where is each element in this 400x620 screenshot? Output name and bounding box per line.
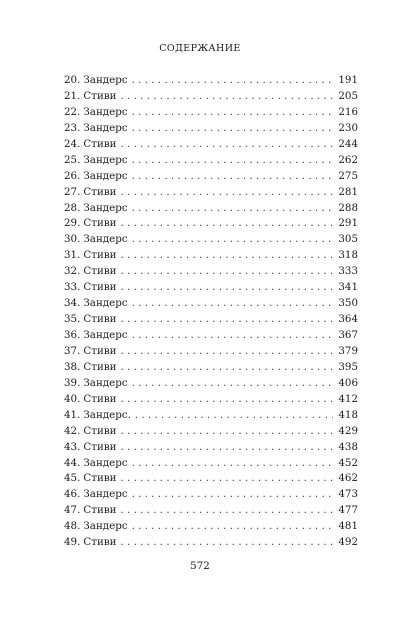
chapter-number: 34.	[64, 297, 81, 310]
dot-leader	[121, 535, 334, 551]
chapter-title: Стиви	[83, 217, 117, 230]
chapter-title: Зандерс	[83, 488, 128, 501]
chapter-title: Стиви	[83, 504, 117, 517]
toc-entry	[64, 73, 358, 89]
chapter-page-number: 191	[338, 74, 358, 86]
chapter-page-number: 305	[338, 233, 358, 246]
chapter-number: 35.	[64, 313, 81, 326]
chapter-title: Зандерс	[83, 456, 128, 469]
chapter-title: Зандерс	[83, 169, 128, 182]
toc-entry	[64, 89, 358, 105]
running-header: СОДЕРЖАНИЕ	[159, 43, 241, 54]
chapter-title: Стиви	[83, 265, 117, 278]
chapter-page-number: 438	[338, 440, 358, 453]
dot-leader	[132, 487, 334, 503]
dot-leader	[132, 121, 334, 137]
dot-leader	[132, 376, 334, 392]
toc-entry	[64, 424, 358, 440]
chapter-number: 43.	[64, 440, 81, 453]
toc-entry	[64, 360, 358, 376]
chapter-page-number: 473	[338, 488, 358, 501]
chapter-title: Зандерс	[83, 121, 128, 134]
chapter-number: 29.	[64, 217, 81, 230]
chapter-page-number: 244	[338, 137, 358, 150]
chapter-page-number: 291	[338, 217, 358, 230]
chapter-page-number: 262	[338, 153, 358, 166]
toc-entry	[64, 296, 358, 312]
toc-entry	[64, 519, 358, 535]
dot-leader	[132, 519, 334, 535]
toc-entry	[64, 232, 358, 248]
chapter-number: 23.	[64, 121, 81, 134]
chapter-title: Зандерс	[83, 233, 128, 246]
toc-entry	[64, 105, 358, 121]
toc-entry	[64, 408, 358, 424]
chapter-page-number: 275	[338, 169, 358, 182]
chapter-page-number: 341	[338, 281, 358, 294]
chapter-number: 36.	[64, 329, 81, 341]
chapter-number: 48.	[64, 520, 81, 533]
chapter-page-number: 333	[338, 265, 358, 278]
table-of-contents	[64, 73, 358, 551]
chapter-number: 49.	[64, 536, 81, 549]
chapter-number: 40.	[64, 392, 81, 405]
toc-entry	[64, 392, 358, 408]
dot-leader	[121, 137, 334, 153]
chapter-title: Стиви	[83, 392, 117, 405]
chapter-title: Стиви	[83, 440, 117, 453]
chapter-number: 33.	[64, 281, 81, 294]
chapter-title: Зандерс	[83, 376, 128, 389]
dot-leader	[121, 503, 334, 519]
chapter-page-number: 364	[338, 313, 358, 326]
chapter-page-number: 367	[338, 329, 358, 341]
page-number: 572	[190, 560, 210, 572]
chapter-title: Стиви	[83, 313, 117, 326]
dot-leader	[121, 280, 334, 296]
dot-leader	[132, 105, 334, 121]
chapter-number: 26.	[64, 169, 81, 182]
chapter-number: 22.	[64, 105, 81, 118]
chapter-number: 20.	[64, 74, 81, 86]
dot-leader	[121, 89, 334, 105]
toc-entry	[64, 471, 358, 487]
dot-leader	[121, 312, 334, 328]
chapter-number: 44.	[64, 456, 81, 469]
dot-leader	[132, 296, 334, 312]
chapter-number: 47.	[64, 504, 81, 517]
chapter-number: 21.	[64, 89, 81, 102]
chapter-title: Стиви	[83, 137, 117, 150]
dot-leader	[132, 73, 334, 89]
chapter-page-number: 281	[338, 185, 358, 198]
chapter-title: Стиви	[83, 281, 117, 294]
dot-leader	[121, 248, 334, 264]
dot-leader	[121, 264, 334, 280]
chapter-number: 28.	[64, 201, 81, 214]
toc-entry	[64, 376, 358, 392]
chapter-page-number: 481	[338, 520, 358, 533]
chapter-title: Зандерс	[83, 201, 128, 214]
toc-entry	[64, 328, 358, 344]
toc-entry	[64, 169, 358, 185]
dot-leader	[121, 344, 334, 360]
toc-entry	[64, 312, 358, 328]
chapter-number: 32.	[64, 265, 81, 278]
dot-leader	[121, 216, 334, 232]
toc-entry	[64, 535, 358, 551]
dot-leader	[132, 328, 334, 344]
chapter-number: 38.	[64, 360, 81, 373]
chapter-page-number: 406	[338, 376, 358, 389]
chapter-title: Зандерс	[83, 297, 128, 310]
dot-leader	[132, 153, 334, 169]
dot-leader	[121, 471, 334, 487]
toc-entry	[64, 216, 358, 232]
chapter-title: Стиви	[83, 360, 117, 373]
toc-entry	[64, 456, 358, 472]
dot-leader	[132, 169, 334, 185]
chapter-number: 25.	[64, 153, 81, 166]
chapter-number: 45.	[64, 472, 81, 485]
chapter-page-number: 205	[338, 89, 358, 102]
chapter-number: 46.	[64, 488, 81, 501]
chapter-title: Стиви	[83, 249, 117, 262]
toc-entry	[64, 248, 358, 264]
dot-leader	[135, 408, 333, 424]
chapter-page-number: 395	[338, 360, 358, 373]
dot-leader	[132, 201, 334, 217]
chapter-number: 24.	[64, 137, 81, 150]
chapter-number: 41.	[64, 408, 81, 421]
chapter-page-number: 318	[338, 249, 358, 262]
toc-entry	[64, 153, 358, 169]
chapter-number: 42.	[64, 424, 81, 437]
toc-entry	[64, 487, 358, 503]
chapter-page-number: 350	[338, 297, 358, 310]
toc-entry	[64, 121, 358, 137]
toc-entry	[64, 344, 358, 360]
dot-leader	[121, 440, 334, 456]
chapter-number: 39.	[64, 376, 81, 389]
chapter-title: Стиви	[83, 344, 117, 357]
chapter-title: Стиви	[83, 536, 117, 549]
chapter-page-number: 379	[338, 344, 358, 357]
dot-leader	[121, 424, 334, 440]
chapter-page-number: 452	[338, 456, 358, 469]
chapter-title: Стиви	[83, 472, 117, 485]
dot-leader	[121, 185, 334, 201]
toc-entry	[64, 440, 358, 456]
chapter-title: Стиви	[83, 185, 117, 198]
toc-entry	[64, 137, 358, 153]
chapter-page-number: 230	[338, 121, 358, 134]
chapter-title: Зандерс	[83, 153, 128, 166]
chapter-title: Зандерс	[83, 329, 128, 341]
dot-leader	[121, 392, 334, 408]
toc-entry	[64, 280, 358, 296]
dot-leader	[121, 360, 334, 376]
chapter-page-number: 418	[338, 408, 358, 421]
chapter-page-number: 412	[338, 392, 358, 405]
chapter-page-number: 288	[338, 201, 358, 214]
toc-entry	[64, 503, 358, 519]
chapter-number: 31.	[64, 249, 81, 262]
chapter-number: 27.	[64, 185, 81, 198]
chapter-page-number: 462	[338, 472, 358, 485]
dot-leader	[132, 232, 334, 248]
chapter-page-number: 429	[338, 424, 358, 437]
chapter-title: Зандерс.	[83, 408, 131, 421]
chapter-title: Стиви	[83, 89, 117, 102]
chapter-title: Зандерс	[83, 74, 128, 86]
chapter-title: Зандерс	[83, 105, 128, 118]
chapter-page-number: 216	[338, 105, 358, 118]
chapter-page-number: 477	[338, 504, 358, 517]
toc-entry	[64, 201, 358, 217]
chapter-number: 37.	[64, 344, 81, 357]
dot-leader	[132, 456, 334, 472]
chapter-number: 30.	[64, 233, 81, 246]
toc-entry	[64, 264, 358, 280]
toc-entry	[64, 185, 358, 201]
chapter-page-number: 492	[338, 536, 358, 549]
chapter-title: Зандерс	[83, 520, 128, 533]
chapter-title: Стиви	[83, 424, 117, 437]
